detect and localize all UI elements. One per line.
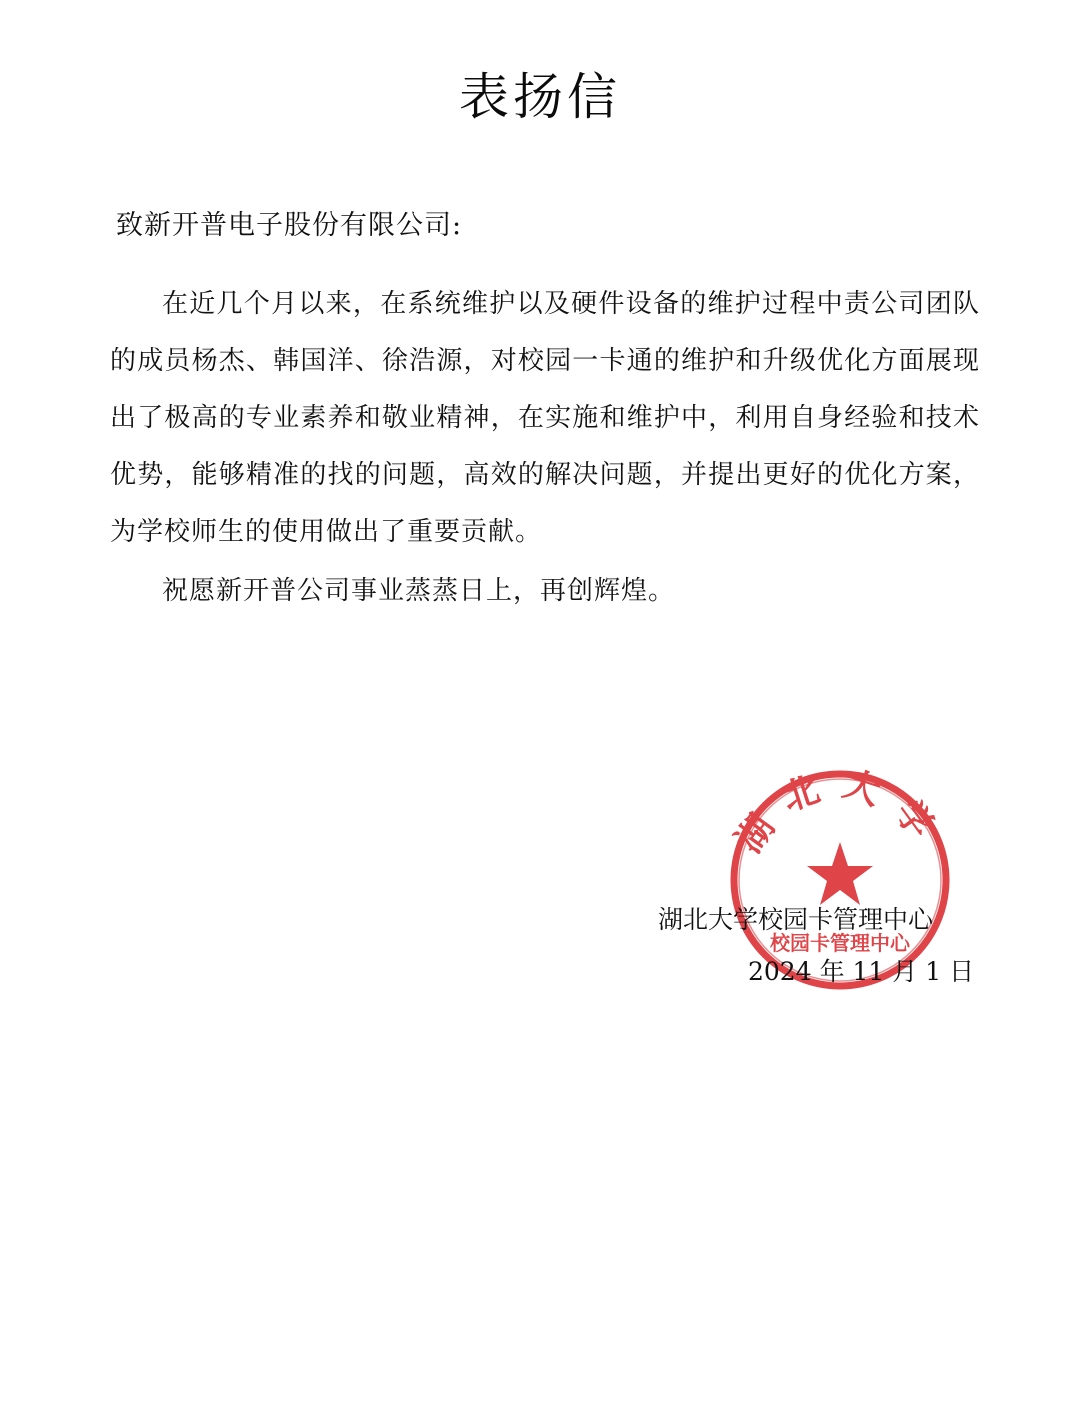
letter-title: 表扬信 [459, 68, 621, 126]
seal-outer-text: 湖北大学 [728, 763, 952, 861]
signature-organization: 湖北大学校园卡管理中心 [658, 905, 934, 934]
seal-inner-text: 校园卡管理中心 [770, 931, 910, 955]
body-paragraph: 在近几个月以来，在系统维护以及硬件设备的维护过程中责公司团队的成员杨杰、韩国洋、徐浩源，对校园一卡通的维护和升级优化方面展现出了极高的专业素养和敬业精神，在实施和维护中，利用自身经验和技术优势，能够精准的找的问题，高效的解决问题，并提出更好的优化方案，为学校师生的使用做出了重要贡献。 [110, 289, 980, 547]
body-paragraph: 祝愿新开普公司事业蒸蒸日上，再创辉煌。 [162, 576, 676, 606]
salutation: 致新开普电子股份有限公司: [116, 210, 463, 241]
signature-date: 2024 年 11 月 1 日 [748, 957, 975, 986]
letter-body [110, 276, 980, 620]
